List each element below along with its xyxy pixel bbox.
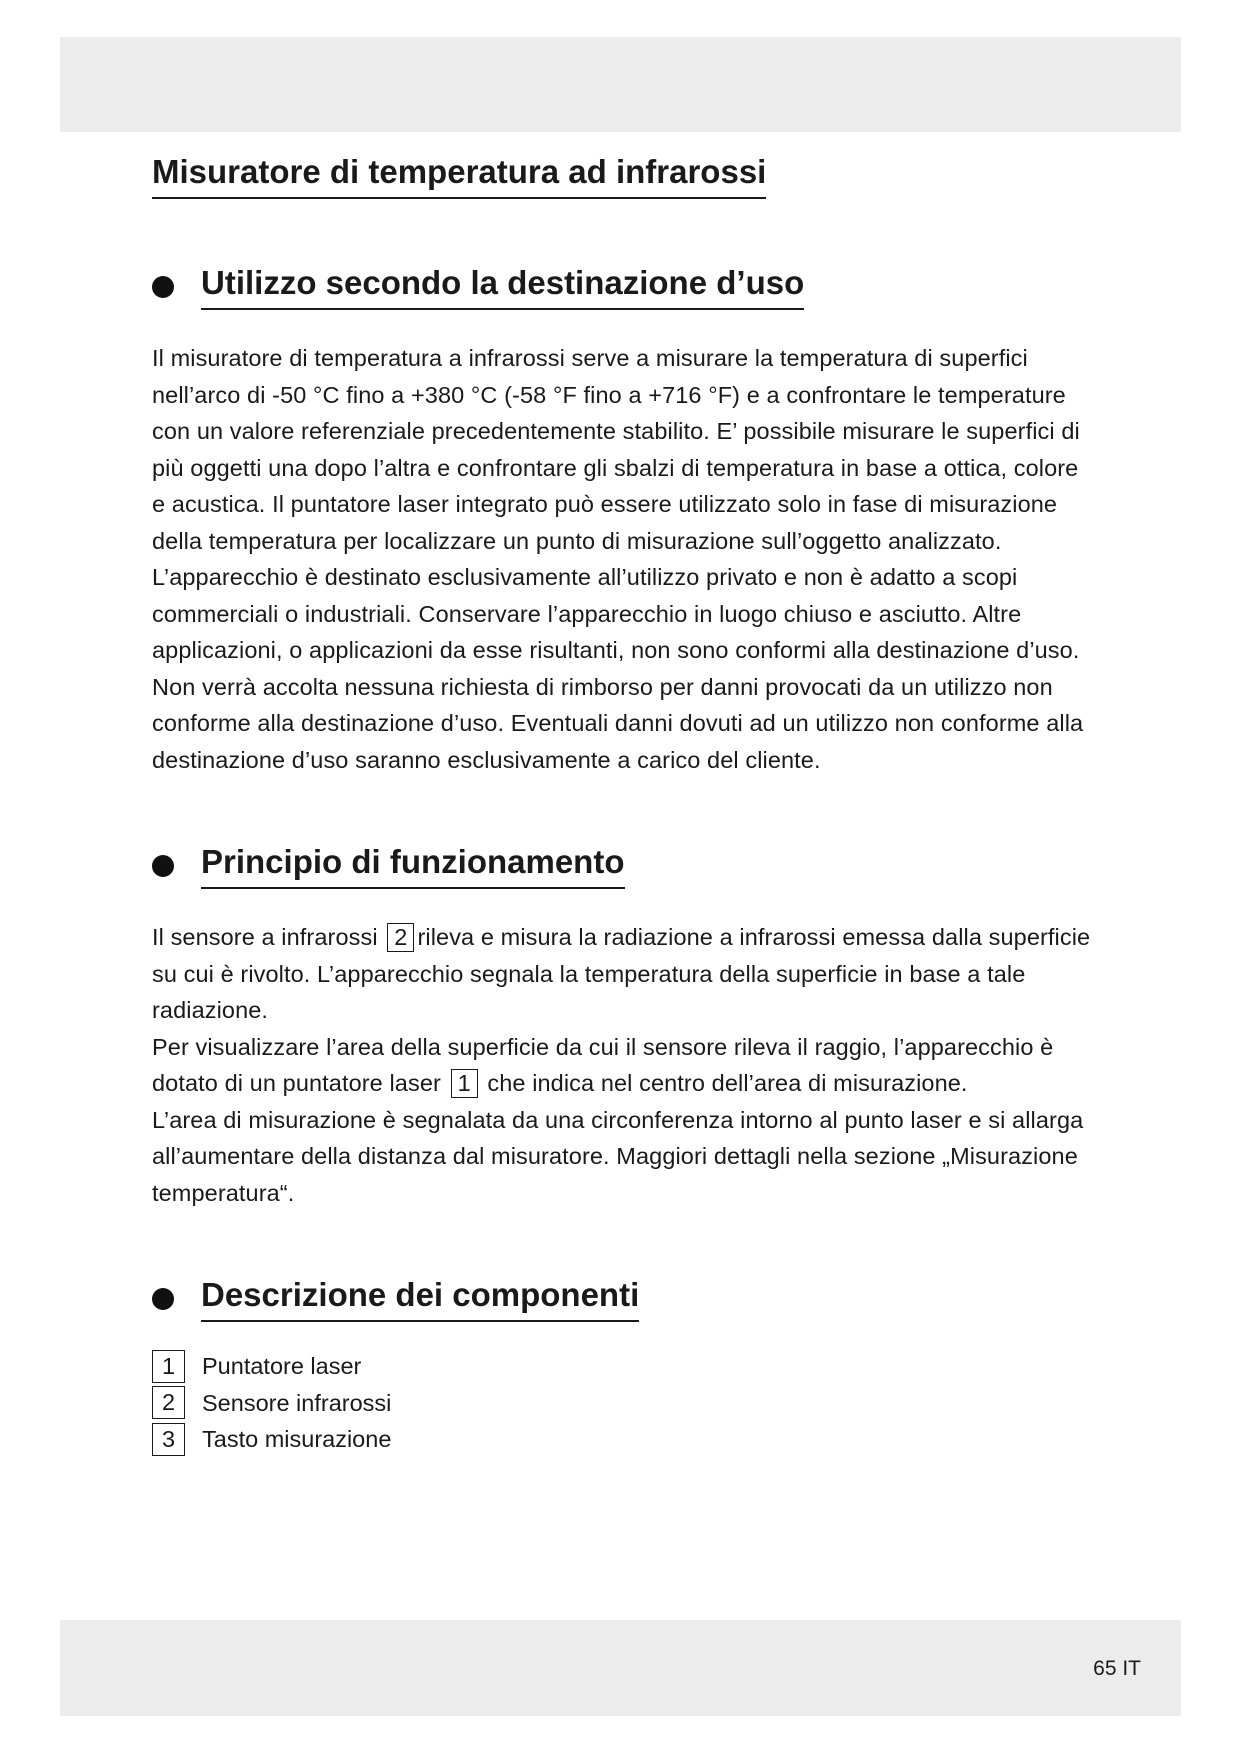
section-heading-usage [152, 261, 1092, 310]
list-item [152, 1385, 1092, 1422]
section-components [152, 1273, 1092, 1458]
paragraph: L’apparecchio è destinato esclusivamente all’utilizzo privato e non è adatto a scopi commerciali o industriali. Conservare l’apparecchio in luogo chiuso e asciutto. Altre applicazioni, o applicazioni da esse risultanti, non sono conformi alla destinazione d’uso. Non verrà accolta nessuna richiesta di rimborso per danni provocati da un utilizzo non conforme alla destinazione d’uso. Eventuali danni dovuti ad un utilizzo non conforme alla destinazione d’uso saranno esclusivamente a carico del cliente. [152, 564, 1084, 773]
section-title-principle: Principio di funzionamento [201, 840, 625, 889]
component-label: Sensore infrarossi [202, 1389, 392, 1416]
page-content [152, 150, 1092, 1458]
section-title-usage: Utilizzo secondo la destinazione d’uso [201, 261, 804, 310]
page-title: Misuratore di temperatura ad infrarossi [152, 150, 766, 199]
component-label: Puntatore laser [202, 1353, 362, 1379]
section-heading-components [152, 1273, 1092, 1322]
section-heading-principle [152, 840, 1092, 889]
section-title-components: Descrizione dei componenti [201, 1273, 639, 1322]
list-item [152, 1348, 1092, 1385]
header-band [60, 37, 1181, 132]
component-number-box: 3 [152, 1423, 185, 1456]
text: Il sensore a infrarossi [152, 924, 378, 950]
component-ref-box: 2 [387, 923, 414, 952]
paragraph [152, 919, 1092, 1029]
bullet-icon [152, 1288, 174, 1310]
component-label: Tasto misurazione [202, 1426, 392, 1452]
page-number: 65 IT [1093, 1657, 1141, 1680]
text: rileva e misura la radiazione a infrarossi emessa dalla superficie su cui è rivolto. L’apparecchio segnala la temperatura della superficie in base a tale radiazione. [152, 924, 1091, 1023]
section-body-usage [152, 340, 1092, 778]
component-number-box: 1 [152, 1350, 185, 1383]
list-item [152, 1421, 1092, 1458]
paragraph: L’area di misurazione è segnalata da una circonferenza intorno al punto laser e si allarga all’aumentare della distanza dal misuratore. Maggiori dettagli nella sezione „Misurazione temperatura“. [152, 1106, 1084, 1206]
bullet-icon [152, 855, 174, 877]
section-principle [152, 840, 1092, 1211]
paragraph: Il misuratore di temperatura a infrarossi serve a misurare la temperatura di superfici nell’arco di -50 °C fino a +380 °C (-58 °F fino a +716 °F) e a confrontare le temperature con un valore referenziale precedentemente stabilito. E’ possibile misurare le superfici di più oggetti una dopo l’altra e confrontare gli sbalzi di temperatura in base a ottica, colore e acustica. Il puntatore laser integrato può essere utilizzato solo in fase di misurazione della temperatura per localizzare un punto di misurazione sull’oggetto analizzato. [152, 345, 1080, 554]
component-number-box: 2 [152, 1386, 185, 1419]
section-body-principle [152, 919, 1092, 1211]
bullet-icon [152, 276, 174, 298]
footer-band [60, 1620, 1181, 1716]
component-ref-box: 1 [451, 1069, 478, 1098]
section-usage [152, 261, 1092, 778]
component-list [152, 1348, 1092, 1458]
text: che indica nel centro dell’area di misurazione. [487, 1070, 968, 1096]
text: Per visualizzare l’area della superficie da cui il sensore rileva il raggio, l’apparecchio è dotato di un puntatore laser [152, 1033, 1054, 1096]
paragraph [152, 1029, 1092, 1102]
